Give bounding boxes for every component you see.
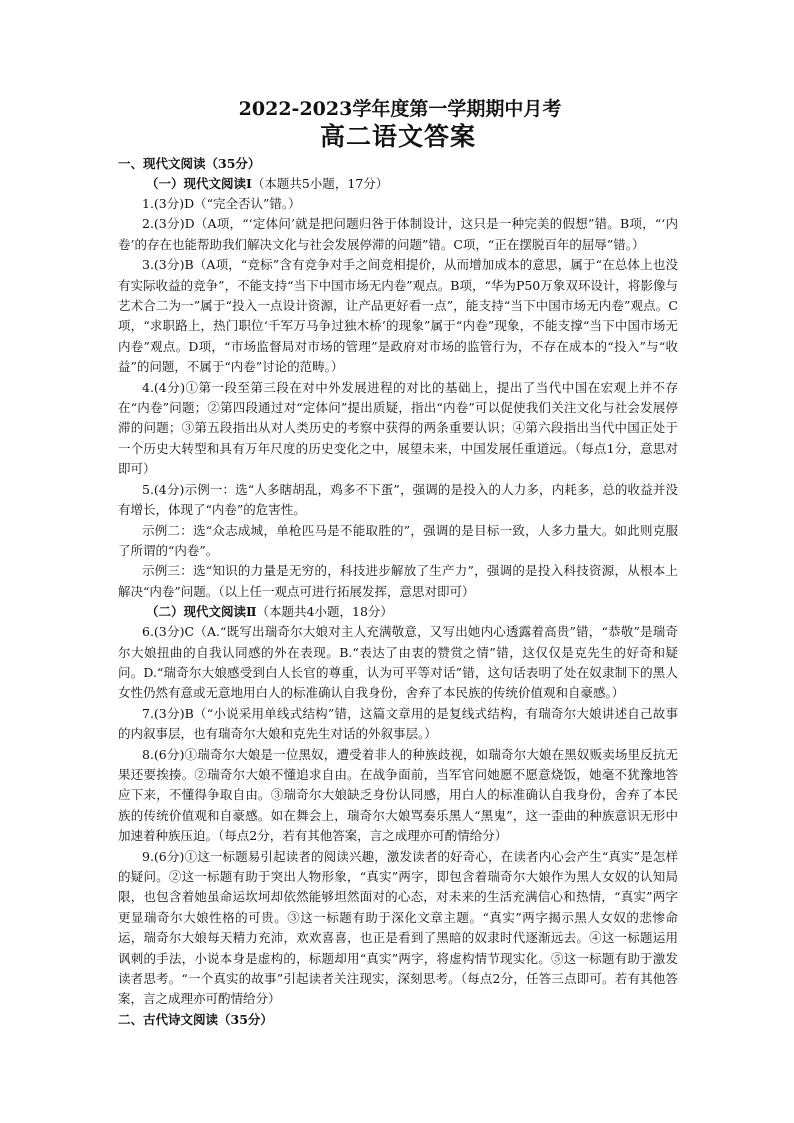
subsection-name: （二）现代文阅读Ⅱ (146, 604, 257, 620)
subsection-note: （本题共4小题，18分） (256, 604, 393, 620)
answer-q7: 7.(3分)B（“小说采用单线式结构”错，这篇文章用的是复线式结构，有瑞奇尔大娘讲述自己故事的内叙事层，也有瑞奇尔大娘和克先生对话的外叙事层。） (118, 705, 678, 742)
subsection-name: （一）现代文阅读Ⅰ (146, 176, 252, 191)
answer-q5-example1: 5.(4分)示例一：选“人多瞎胡乱，鸡多不下蛋”，强调的是投入的人力多，内耗多，总的收益并没有增长，体现了“内卷”的危害性。 (118, 481, 678, 518)
exam-title: 2022-2023学年度第一学期期中月考 (238, 98, 562, 120)
answer-q6: 6.(3分)C（A.“既写出瑞奇尔大娘对主人充满敬意，又写出她内心透露着高贵”错，“恭敬”是瑞奇尔大娘扭曲的自我认同感的外在表现。B.“表达了由衷的赞赏之情”错，这仅仅是克先生的好奇和疑问。D.“瑞奇尔大娘感受到白人长官的尊重，认为可平等对话”错，这句话表明了处在奴隶制下的黑人女性仍然有意或无意地用白人的标准确认自我身份，舍弃了本民族的传统价值观和自豪感。） (118, 624, 678, 701)
answer-q8: 8.(6分)①瑞奇尔大娘是一位黑奴，遭受着非人的种族歧视，如瑞奇尔大娘在黑奴贩卖场里反抗无果还要挨揍。②瑞奇尔大娘不懂追求自由。在战争面前，当军官问她愿不愿意烧饭，她毫不犹豫地答应下来，不懂得争取自由。③瑞奇尔大娘缺乏身份认同感，用白人的标准确认自我身份，舍弃了本民族的传统价值观和自豪感。如在舞会上，瑞奇尔大娘骂奏乐黑人“黑鬼”，这一歪曲的种族意识无形中加速着种族压迫。（每点2分，若有其他答案，言之成理亦可酌情给分） (118, 746, 678, 844)
section-heading-2: 二、古代诗文阅读（35分） (118, 1011, 273, 1027)
answer-sheet (118, 96, 678, 1030)
section-heading-1: 一、现代文阅读（35分） (118, 156, 261, 171)
answer-q3: 3.(3分)B（A项，“竞标”含有竞争对手之间竞相提价，从而增加成本的意思，属于“在总体上也没有实际收益的竞争”，不能支持“当下中国市场无内卷”观点。B项，“华为P50万象双环设计，将影像与艺术合二为一”属于“投入一点设计资源，让产品更好看一点”，能支持“当下中国市场无内卷”观点。C项，“求职路上，热门职位‘千军万马争过独木桥’的现象”属于“内卷”现象，不能支撑“当下中国市场无内卷”观点。D项，“市场监督局对市场的管理”是政府对市场的监管行为，不存在成本的“投入”与“收益”的问题，不属于“内卷”讨论的范畴。） (118, 257, 678, 375)
subsection-heading-2 (118, 602, 678, 622)
answer-q1: 1.(3分)D（“完全否认”错。） (142, 196, 301, 211)
exam-subtitle: 高二语文答案 (319, 122, 476, 151)
subsection-heading-1 (118, 174, 678, 194)
subsection-note: （本题共5小题，17分） (251, 176, 389, 191)
answer-q5-example2: 示例二：选“众志成城，单枪匹马是不能取胜的”，强调的是目标一致，人多力量大。如此则克服了所谓的“内卷”。 (118, 522, 678, 558)
answer-q5-example3: 示例三：选“知识的力量是无穷的，科技进步解放了生产力”，强调的是投入科技资源，从根本上解决“内卷”问题。（以上任一观点可进行拓展发挥，意思对即可） (118, 563, 678, 599)
answer-q9: 9.(6分)①这一标题易引起读者的阅读兴趣，激发读者的好奇心，在读者内心会产生“真实”是怎样的疑问。②这一标题有助于突出人物形象，“真实”两字，即包含着瑞奇尔大娘作为黑人女奴的认知局限，也包含着她虽命运坎坷却依然能够坦然面对的心态，对未来的生活充满信心和热情，“真实”两字更显瑞奇尔大娘性格的可贵。③这一标题有助于深化文章主题。“真实”两字揭示黑人女奴的悲惨命运，瑞奇尔大娘每天精力充沛，欢欢喜喜，也正是看到了黑暗的奴隶时代逐渐远去。④这一标题运用讽刺的手法，小说本身是虚构的，标题却用“真实”两字，将虚构情节现实化。⑤这一标题有助于激发读者思考。“一个真实的故事”引起读者关注现实，深刻思考。（每点2分，任答三点即可。若有其他答案，言之成理亦可酌情给分） (118, 848, 678, 1007)
answer-q2: 2.(3分)D（A项，“‘定体问’就是把问题归咎于体制设计，这只是一种完美的假想”错。B项，“‘内卷’的存在也能帮助我们解决文化与社会发展停滞的问题”错。C项，“正在摆脱百年的屈辱”错。） (118, 216, 678, 252)
answer-q4: 4.(4分)①第一段至第三段在对中外发展进程的对比的基础上，提出了当代中国在宏观上并不存在“内卷”问题；②第四段通过对“定体问”提出质疑，指出“内卷”可以促使我们关注文化与社会发展停滞的问题；③第五段指出从对人类历史的考察中获得的两条重要认识；④第六段指出当代中国正处于一个历史大转型和具有万年尺度的历史变化之中，展望未来，中国发展任重道远。（每点1分，意思对即可） (118, 379, 678, 477)
